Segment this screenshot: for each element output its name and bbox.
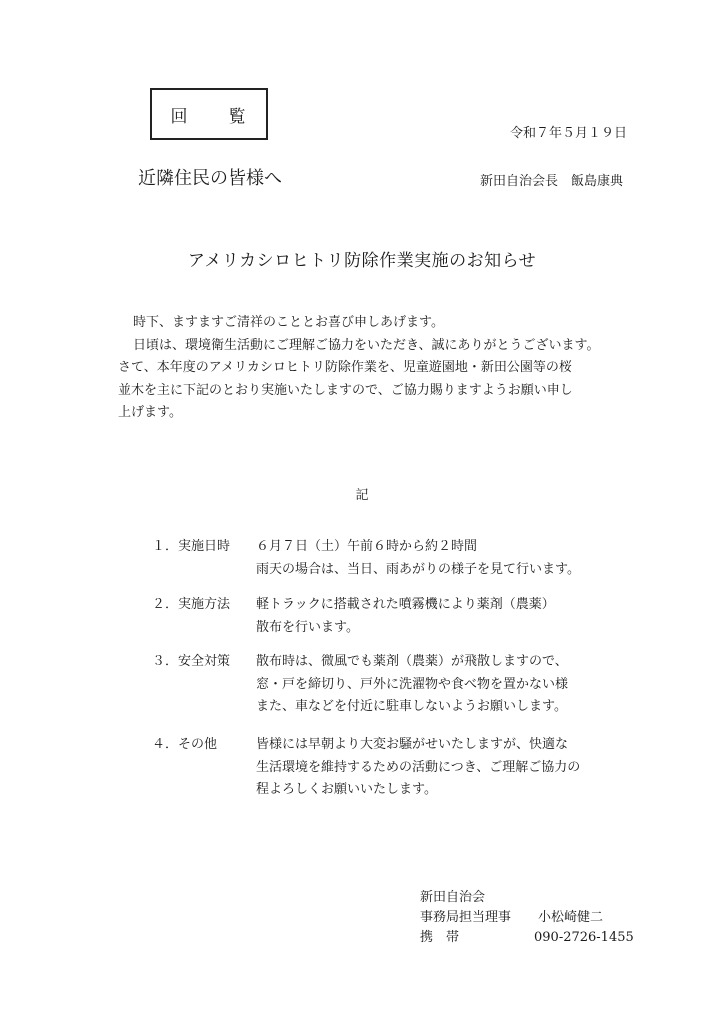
- item-label: ３．安全対策: [152, 654, 231, 669]
- intro-line: 日頃は、環境衛生活動にご理解ご協力をいただき、誠にありがとうございます。: [133, 337, 600, 353]
- kairan-box: [150, 88, 268, 140]
- item-body: [256, 734, 580, 802]
- contact-role-row: [420, 908, 634, 928]
- item-line: 軽トラックに搭載された噴霧機により薬剤（農薬）: [256, 597, 555, 612]
- item-line: 生活環境を維持するための活動につき、ご理解ご協力の: [256, 759, 581, 775]
- item-line: 散布時は、微風でも薬剤（農薬）が飛散しますので、: [256, 654, 568, 669]
- item-line: ６月７日（土）午前６時から約２時間: [256, 539, 478, 554]
- document-date: 令和７年５月１９日: [509, 126, 627, 141]
- item-line: 皆様には早朝より大変お騒がせいたしますが、快適な: [256, 737, 569, 752]
- item-body: [256, 594, 555, 639]
- item-body: [256, 651, 568, 719]
- item-label: ２．実施方法: [152, 597, 231, 612]
- contact-block: [420, 888, 634, 948]
- document-title: アメリカシロヒトリ防除作業実施のお知らせ: [187, 251, 537, 271]
- item-label: ４．その他: [152, 737, 218, 752]
- list-item: [152, 734, 580, 802]
- item-line: 雨天の場合は、当日、雨あがりの様子を見て行います。: [256, 561, 580, 577]
- item-line: 程よろしくお願いいたします。: [256, 782, 437, 797]
- ki-heading: 記: [355, 488, 369, 503]
- intro-paragraph: [118, 312, 599, 425]
- contact-role: 事務局担当理事: [420, 910, 512, 925]
- item-body: [256, 536, 580, 581]
- item-line: また、車などを付近に駐車しないようお願いします。: [256, 699, 567, 714]
- contact-name: 小松崎健二: [538, 910, 604, 925]
- intro-line: 並木を主に下記のとおり実施いたしますので、ご協力賜りますようお願い申し: [118, 382, 573, 398]
- intro-line: 上げます。: [118, 405, 182, 420]
- intro-line: さて、本年度のアメリカシロヒトリ防除作業を、児童遊園地・新田公園等の桜: [118, 360, 572, 375]
- contact-phone-row: [420, 928, 634, 948]
- addressee: 近隣住民の皆様へ: [138, 168, 282, 189]
- intro-line: 時下、ますますご清祥のこととお喜び申しあげます。: [133, 315, 444, 330]
- item-label: １．実施日時: [152, 539, 231, 554]
- sender: 新田自治会長 飯島康典: [480, 174, 624, 189]
- contact-phone: 090-2726-1455: [534, 930, 634, 945]
- list-item: [152, 651, 568, 719]
- list-item: [152, 594, 555, 639]
- list-item: [152, 536, 580, 581]
- contact-phone-label: 携 帯: [420, 930, 460, 945]
- contact-org: 新田自治会: [420, 890, 486, 905]
- kairan-label: 回 覧: [170, 106, 258, 127]
- item-line: 窓・戸を締切り、戸外に洗濯物や食べ物を置かない様: [256, 676, 569, 692]
- item-line: 散布を行います。: [256, 619, 359, 635]
